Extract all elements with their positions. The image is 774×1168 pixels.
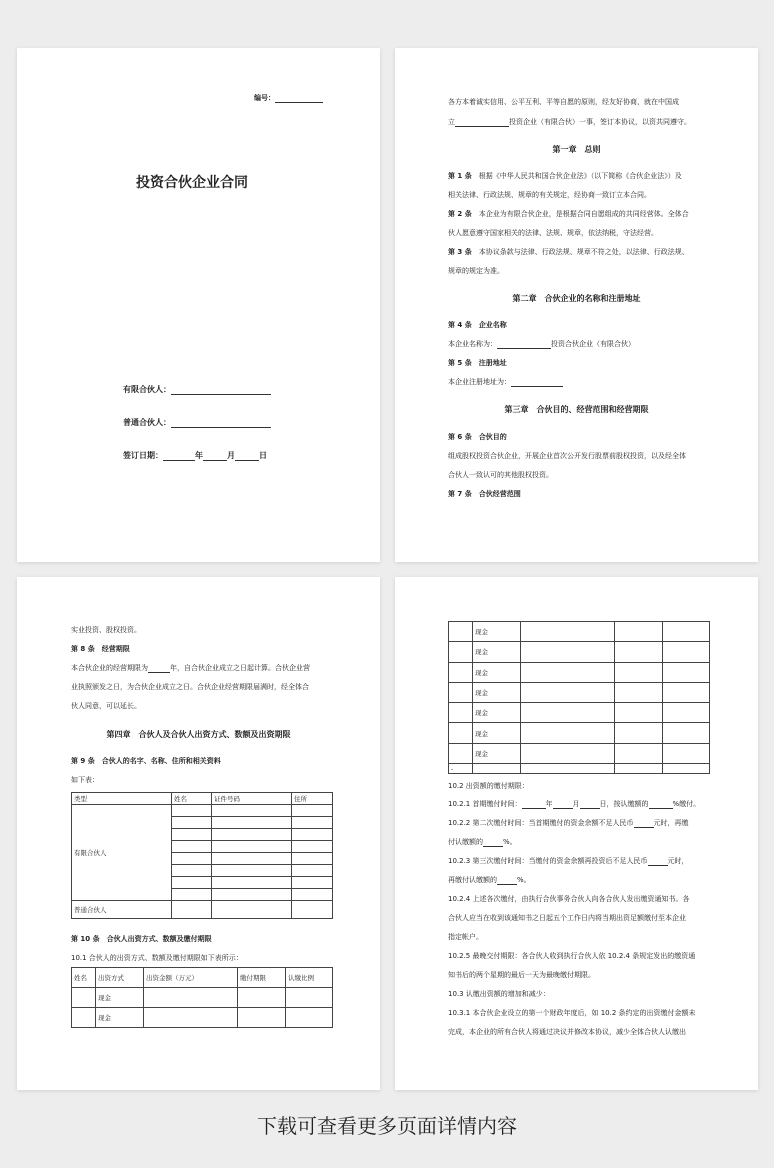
s1021-label: 10.2.1 首期缴付时间： xyxy=(448,800,522,808)
chapter-3-heading: 第三章 合伙目的、经营范围和经营期限 xyxy=(504,405,649,414)
table-cell: 现金 xyxy=(473,682,521,702)
table-row xyxy=(449,682,710,702)
chapter-1-heading: 第一章 总则 xyxy=(552,145,601,154)
table-cell xyxy=(286,988,333,1008)
intro-line-1: 各方本着诚实信用、公平互利、平等自愿的原则，经友好协商，就在中国成 xyxy=(448,98,679,106)
article-9-heading: 第 9 条 合伙人的名字、名称、住所和相关资料 xyxy=(71,757,221,765)
article-1 xyxy=(448,171,682,181)
table-cell xyxy=(292,901,333,919)
article-2-number: 第 2 条 xyxy=(448,210,472,218)
s1023-amount-blank xyxy=(648,857,668,866)
article-1-line-2: 相关法律、行政法规、规章的有关规定，经协商一致订立本合同。 xyxy=(448,191,651,199)
table-cell xyxy=(292,877,333,889)
table-cell xyxy=(172,805,212,817)
section-10-2-4-line-2: 合伙人应当在收到该通知书之日起五个工作日内将当期出资足额缴付至本企业 xyxy=(448,914,686,922)
article-1-number: 第 1 条 xyxy=(448,172,472,180)
table-header-row xyxy=(72,968,333,988)
table-cell xyxy=(212,805,292,817)
article-1-text: 根据《中华人民共和国合伙企业法》（以下简称《合伙企业法》）及 xyxy=(478,172,682,180)
sign-date-field xyxy=(123,450,267,461)
s1022-text-b: 元时，再缴 xyxy=(653,819,689,827)
table-cell: - xyxy=(449,764,473,774)
s1022-end: %。 xyxy=(503,838,517,846)
article-2 xyxy=(448,209,689,219)
contract-cover-page xyxy=(17,48,380,562)
intro-name-blank xyxy=(455,118,509,127)
table-cell xyxy=(172,841,212,853)
sign-day-label: 日 xyxy=(259,451,267,460)
table-cell: 现金 xyxy=(96,1008,144,1028)
table-cell xyxy=(212,817,292,829)
general-partner-label: 普通合伙人： xyxy=(123,418,171,427)
table-header-row xyxy=(72,793,333,805)
term-blank xyxy=(148,664,170,673)
s1021-day-blank xyxy=(580,800,600,809)
section-10-2-5-line-2: 知书后的两个星期的最后一天为最晚缴付期限。 xyxy=(448,971,595,979)
table-cell xyxy=(449,662,473,682)
table-cell xyxy=(238,988,286,1008)
contract-number-blank xyxy=(275,94,323,103)
term-label: 本合伙企业的经营期限为 xyxy=(71,664,148,672)
table-cell xyxy=(449,743,473,763)
contract-number-field xyxy=(254,93,323,103)
table-cell xyxy=(663,703,710,723)
table-cell xyxy=(292,829,333,841)
s1021-end: %缴付。 xyxy=(672,800,701,808)
s1023-text-b: 元时， xyxy=(667,857,689,865)
table-cell xyxy=(172,877,212,889)
table-cell xyxy=(521,642,615,662)
article-10-intro: 10.1 合伙人的出资方式、数额及缴付期限如下表所示： xyxy=(71,954,243,962)
table-cell xyxy=(521,703,615,723)
section-10-2-3 xyxy=(448,856,689,866)
article-5-heading: 第 5 条 注册地址 xyxy=(448,359,507,367)
s1022-text-c: 付认缴额的 xyxy=(448,838,483,846)
table-cell xyxy=(172,853,212,865)
s1022-percent-blank xyxy=(483,838,503,847)
table-cell xyxy=(212,841,292,853)
table-header-cell: 出资方式 xyxy=(96,968,144,988)
table-cell xyxy=(663,764,710,774)
sign-day-blank xyxy=(235,452,259,461)
table-header-cell: 姓名 xyxy=(172,793,212,805)
table-header-cell: 姓名 xyxy=(72,968,96,988)
table-cell xyxy=(663,622,710,642)
table-header-cell: 住所 xyxy=(292,793,333,805)
article-10-heading: 第 10 条 合伙人出资方式、数额及缴付期限 xyxy=(71,935,212,943)
table-cell xyxy=(212,889,292,901)
table-cell xyxy=(521,662,615,682)
contract-page-3 xyxy=(17,577,380,1090)
table-cell xyxy=(521,723,615,743)
table-cell: 现金 xyxy=(473,723,521,743)
general-partner-blank xyxy=(171,419,271,428)
table-row xyxy=(72,988,333,1008)
intro-line-2 xyxy=(448,117,691,127)
intro-line-2-start: 立 xyxy=(448,118,455,126)
s1021-text: 日，按认缴额的 xyxy=(599,800,649,808)
limited-partner-field xyxy=(123,384,271,395)
table-cell xyxy=(615,703,663,723)
table-cell xyxy=(292,841,333,853)
s1021-month: 月 xyxy=(572,800,580,808)
article-3-text: 本协议条款与法律、行政法规、规章不符之处，以法律、行政法规、 xyxy=(478,248,689,256)
table-cell xyxy=(172,889,212,901)
article-8-line-1 xyxy=(71,663,310,673)
table-cell xyxy=(172,901,212,919)
contract-page-2 xyxy=(395,48,758,562)
table-cell xyxy=(663,662,710,682)
partner-type-cell: 有限合伙人 xyxy=(72,805,172,901)
table-cell xyxy=(449,622,473,642)
article-3-number: 第 3 条 xyxy=(448,248,472,256)
article-8-heading: 第 8 条 经营期限 xyxy=(71,645,130,653)
s1022-text: 10.2.2 第二次缴付时间：当首期缴付的资金余额不足人民币 xyxy=(448,819,634,827)
table-cell xyxy=(521,622,615,642)
table-cell xyxy=(72,1008,96,1028)
article-4-heading: 第 4 条 企业名称 xyxy=(448,321,507,329)
table-cell xyxy=(615,743,663,763)
contract-title: 投资合伙企业合同 xyxy=(136,175,248,191)
chapter-4-heading: 第四章 合伙人及合伙人出资方式、数额及出资期限 xyxy=(106,730,291,739)
table-cell xyxy=(663,642,710,662)
section-10-2-2-line-2 xyxy=(448,837,517,847)
table-row xyxy=(449,764,710,774)
section-10-2-2 xyxy=(448,818,689,828)
section-10-2-heading: 10.2 出资额的缴付期限： xyxy=(448,782,529,790)
article-6-line-2: 合伙人一致认可的其他股权投资。 xyxy=(448,471,553,479)
table-cell: 现金 xyxy=(96,988,144,1008)
article-3 xyxy=(448,247,689,257)
table-cell xyxy=(212,877,292,889)
table-row xyxy=(72,1008,333,1028)
table-header-cell: 出资金额（万元） xyxy=(144,968,238,988)
table-cell xyxy=(473,764,521,774)
table-cell xyxy=(449,703,473,723)
limited-partner-label: 有限合伙人： xyxy=(123,385,171,394)
company-name-blank xyxy=(497,340,551,349)
table-cell xyxy=(449,723,473,743)
sign-date-label: 签订日期： xyxy=(123,451,163,460)
table-cell xyxy=(172,829,212,841)
table-cell xyxy=(615,723,663,743)
article-8-line-2: 业执照颁发之日，为合伙企业成立之日。合伙企业经营期限届满时，经全体合 xyxy=(71,683,309,691)
table-cell xyxy=(144,988,238,1008)
table-row xyxy=(449,622,710,642)
article-9-intro: 如下表： xyxy=(71,776,99,784)
table-cell xyxy=(521,682,615,702)
download-more-caption: 下载可查看更多页面详情内容 xyxy=(257,1114,517,1138)
table-row xyxy=(449,743,710,763)
limited-partner-blank xyxy=(171,386,271,395)
table-header-cell: 类型 xyxy=(72,793,172,805)
company-name-label: 本企业名称为： xyxy=(448,340,497,348)
table-cell xyxy=(663,743,710,763)
table-cell xyxy=(212,901,292,919)
sign-month-label: 月 xyxy=(227,451,235,460)
table-cell xyxy=(615,642,663,662)
s1021-year-blank xyxy=(522,800,546,809)
section-10-2-4-line-1: 10.2.4 上述各次缴付，由执行合伙事务合伙人向各合伙人发出缴资通知书。各 xyxy=(448,895,690,903)
s1023-percent-blank xyxy=(497,876,517,885)
table-cell xyxy=(521,764,615,774)
term-text: 年，自合伙企业成立之日起计算。合伙企业营 xyxy=(170,664,310,672)
contract-page-4 xyxy=(395,577,758,1090)
table-cell xyxy=(292,805,333,817)
article-6-line-1: 组成股权投资合伙企业，开展企业首次公开发行股票前股权投资，以及经全体 xyxy=(448,452,686,460)
table-cell xyxy=(72,988,96,1008)
table-row xyxy=(449,703,710,723)
table-cell xyxy=(286,1008,333,1028)
s1023-end: %。 xyxy=(517,876,531,884)
contribution-table xyxy=(71,967,333,1028)
contract-number-label: 编号： xyxy=(254,94,275,102)
address-blank xyxy=(511,378,563,387)
table-row xyxy=(449,723,710,743)
table-cell xyxy=(615,764,663,774)
table-cell xyxy=(449,682,473,702)
article-6-heading: 第 6 条 合伙目的 xyxy=(448,433,507,441)
s1023-text: 10.2.3 第三次缴付时间：当缴付的资金余额再投资后不足人民币 xyxy=(448,857,648,865)
business-scope-text: 实业投资、股权投资。 xyxy=(71,626,141,634)
table-row xyxy=(449,662,710,682)
partner-type-cell: 普通合伙人 xyxy=(72,901,172,919)
table-cell xyxy=(292,817,333,829)
article-2-text: 本企业为有限合伙企业，是根据合同自愿组成的共同经营体。全体合 xyxy=(478,210,689,218)
sign-year-blank xyxy=(163,452,195,461)
section-10-2-5-line-1: 10.2.5 最晚交付期限：各合伙人收到执行合伙人依 10.2.4 条规定发出的缴资通 xyxy=(448,952,696,960)
table-cell xyxy=(292,889,333,901)
table-cell: 现金 xyxy=(473,642,521,662)
section-10-3-1-line-2: 完成，本企业的所有合伙人将通过决议并修改本协议，减少全体合伙人认缴出 xyxy=(448,1028,686,1036)
article-2-line-2: 伙人愿意遵守国家相关的法律、法规、规章，依法纳税，守法经营。 xyxy=(448,229,658,237)
s1021-month-blank xyxy=(553,800,573,809)
article-5-text xyxy=(448,377,563,387)
table-header-cell: 证件号码 xyxy=(212,793,292,805)
table-row xyxy=(72,805,333,817)
section-10-3-heading: 10.3 认缴出资额的增加和减少： xyxy=(448,990,550,998)
contribution-table-continued xyxy=(448,621,710,774)
table-cell xyxy=(615,682,663,702)
table-cell xyxy=(212,829,292,841)
company-name-suffix: 投资合伙企业（有限合伙） xyxy=(551,340,635,348)
table-header-cell: 缴付期限 xyxy=(238,968,286,988)
table-cell xyxy=(144,1008,238,1028)
table-cell xyxy=(212,865,292,877)
table-cell xyxy=(663,723,710,743)
address-label: 本企业注册地址为： xyxy=(448,378,511,386)
table-cell xyxy=(615,662,663,682)
table-cell xyxy=(615,622,663,642)
article-8-line-3: 伙人同意，可以延长。 xyxy=(71,702,141,710)
table-cell xyxy=(172,865,212,877)
partners-table xyxy=(71,792,333,919)
article-4-text xyxy=(448,339,635,349)
table-cell: 现金 xyxy=(473,703,521,723)
chapter-2-heading: 第二章 合伙企业的名称和注册地址 xyxy=(512,294,641,303)
table-cell: 现金 xyxy=(473,662,521,682)
table-cell: 现金 xyxy=(473,622,521,642)
table-cell xyxy=(449,642,473,662)
section-10-2-3-line-2 xyxy=(448,875,531,885)
section-10-3-1-line-1: 10.3.1 本合伙企业设立的第一个财政年度后，如 10.2 条约定的出资缴付金额未 xyxy=(448,1009,696,1017)
table-cell xyxy=(521,743,615,763)
table-cell xyxy=(238,1008,286,1028)
s1022-amount-blank xyxy=(634,819,654,828)
section-10-2-1 xyxy=(448,799,700,809)
intro-line-2-end: 投资企业（有限合伙）一事，签订本协议，以资共同遵守。 xyxy=(509,118,691,126)
table-cell xyxy=(292,865,333,877)
table-row xyxy=(449,642,710,662)
article-7-heading: 第 7 条 合伙经营范围 xyxy=(448,490,521,498)
s1021-year: 年 xyxy=(545,800,553,808)
s1023-text-c: 再缴付认缴额的 xyxy=(448,876,497,884)
general-partner-field xyxy=(123,417,271,428)
section-10-2-4-line-3: 指定帐户。 xyxy=(448,933,483,941)
table-cell xyxy=(212,853,292,865)
table-header-cell: 认缴比例 xyxy=(286,968,333,988)
table-cell xyxy=(292,853,333,865)
s1021-percent-blank xyxy=(649,800,673,809)
table-row xyxy=(72,901,333,919)
sign-year-label: 年 xyxy=(195,451,203,460)
article-3-line-2: 规章的规定为准。 xyxy=(448,267,504,275)
table-cell xyxy=(663,682,710,702)
table-cell xyxy=(172,817,212,829)
table-cell: 现金 xyxy=(473,743,521,763)
sign-month-blank xyxy=(203,452,227,461)
